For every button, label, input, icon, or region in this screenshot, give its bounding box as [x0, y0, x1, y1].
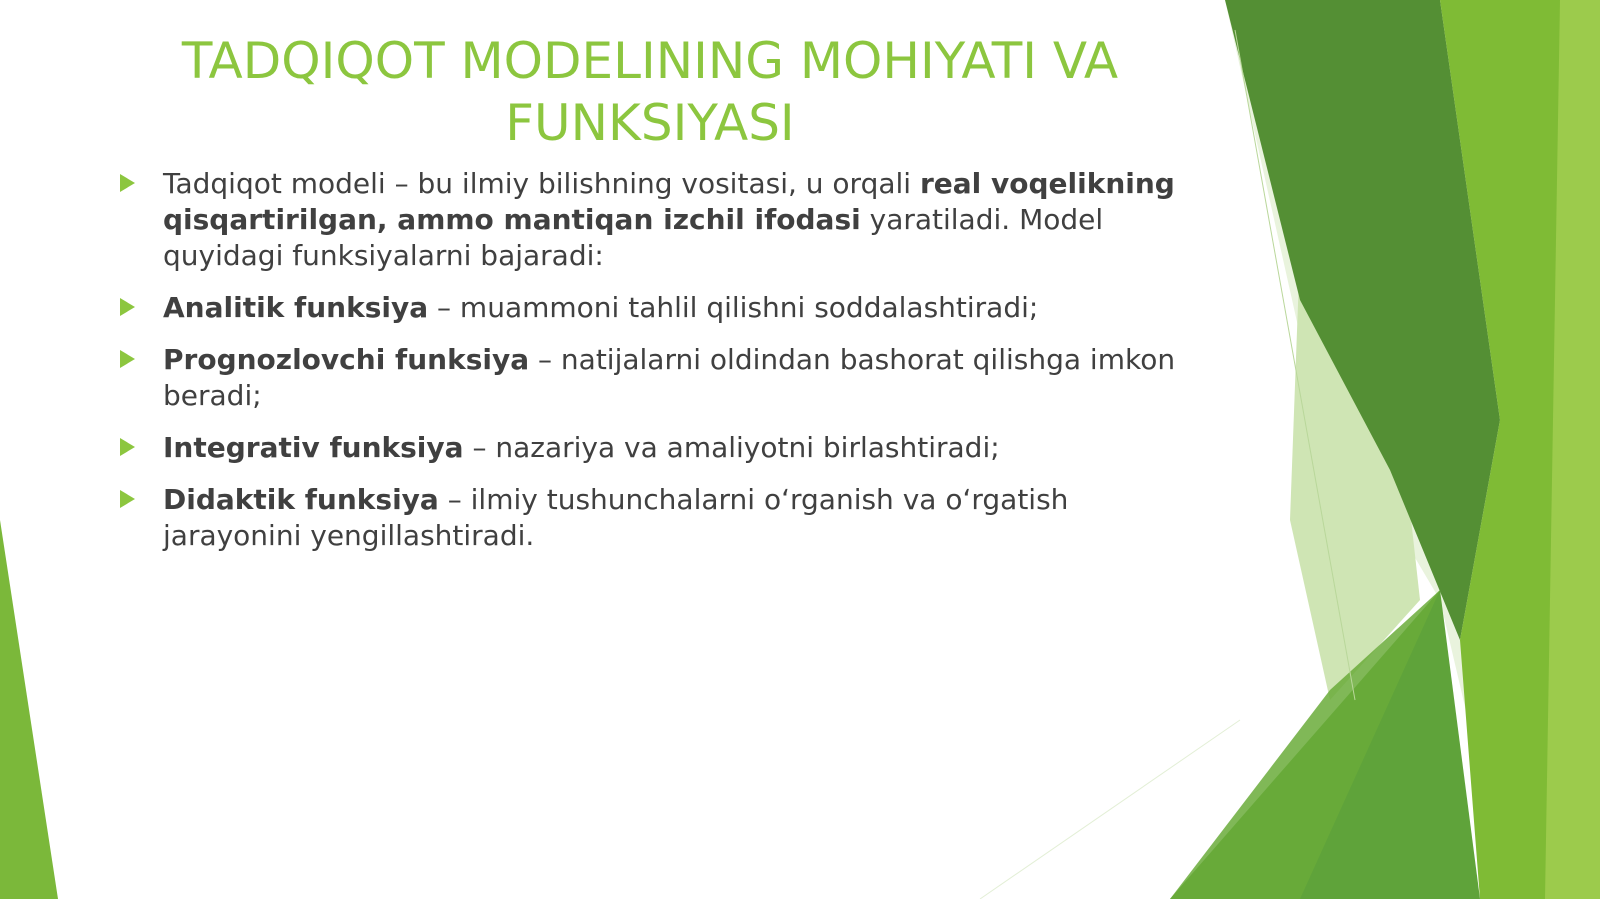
- bullet-text: – natijalarni oldindan bashorat qilishga imkon beradi;: [163, 343, 1176, 412]
- bullet-item: [118, 342, 1208, 414]
- bullet-arrow-icon: [120, 298, 135, 316]
- bullet-text: – nazariya va amaliyotni birlashtiradi;: [463, 431, 1000, 464]
- bullet-item: [118, 430, 1208, 466]
- bullet-arrow-icon: [120, 490, 135, 508]
- bullet-item: [118, 166, 1208, 274]
- bullet-text: yaratiladi. Model quyidagi funksiyalarni bajaradi:: [163, 203, 1104, 272]
- bullet-arrow-icon: [120, 438, 135, 456]
- bullet-bold-text: Prognozlovchi funksiya: [163, 343, 530, 376]
- slide-title: TADQIQOT MODELINING MOHIYATI VA FUNKSIYASI: [181, 32, 1119, 152]
- bullet-item: [118, 290, 1208, 326]
- bullet-bold-text: Integrativ funksiya: [163, 431, 464, 464]
- bullet-arrow-icon: [120, 350, 135, 368]
- left-green-shape: [0, 520, 58, 899]
- bullet-bold-text: Didaktik funksiya: [163, 483, 439, 516]
- bullet-text: Tadqiqot modeli – bu ilmiy bilishning vositasi, u orqali: [163, 167, 920, 200]
- bullet-bold-text: real voqelikning qisqartirilgan, ammo mantiqan izchil ifodasi: [163, 167, 1175, 236]
- bullet-text: – ilmiy tushunchalarni oʻrganish va oʻrgatish jarayonini yengillashtiradi.: [163, 483, 1069, 552]
- bullet-arrow-icon: [120, 174, 135, 192]
- bullet-text: – muammoni tahlil qilishni soddalashtiradi;: [428, 291, 1039, 324]
- bullet-list: [118, 166, 1208, 570]
- bullet-item: [118, 482, 1208, 554]
- bullet-bold-text: Analitik funksiya: [163, 291, 429, 324]
